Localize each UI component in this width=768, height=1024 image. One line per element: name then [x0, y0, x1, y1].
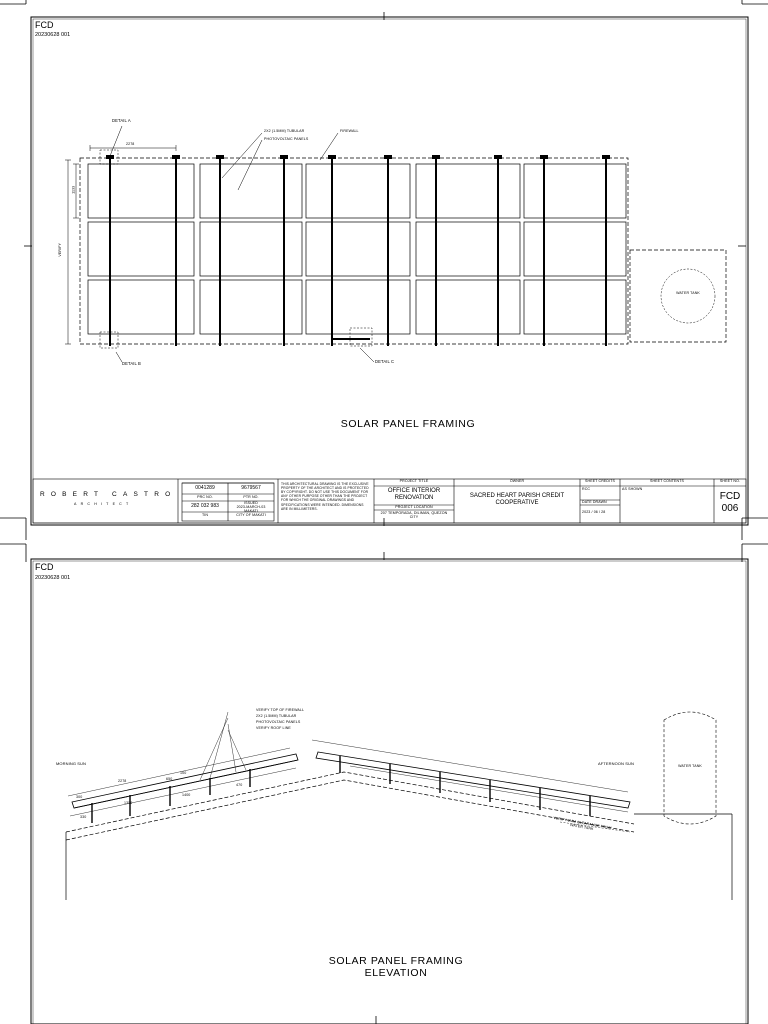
- elevation-drawing: [0, 540, 768, 1024]
- sheet-credits-label: SHEET CREDITS: [585, 479, 615, 483]
- project-code: FCD: [35, 20, 54, 30]
- issued-at: MAKATI: [244, 509, 258, 513]
- firewall-label: FIREWALL: [340, 129, 359, 133]
- dim-3: 650: [166, 777, 173, 781]
- detail-b-label: DETAIL B: [122, 361, 141, 366]
- sheet2-title-line1: SOLAR PANEL FRAMING: [328, 955, 464, 967]
- disclaimer: THIS ARCHITECTURAL DRAWING IS THE EXCLUSIVE PROPERTY OF THE ARCHITECT AND IS PROTECTED BY COPYRIGHT. DO NOT USE THIS DOCUMENT FOR ANY OTHER PURPOSE OTHER THAN THE PROJECT FOR WHICH THE ORIGINAL DRAWINGS AND SPECIFICATIONS WERE INTENDED. DIMENSIONS ARE IN MILLIMETERS.: [281, 482, 369, 511]
- verify-roof-label: VERIFY ROOF LINE: [256, 726, 291, 730]
- sheet2-title-line2: ELEVATION: [364, 967, 428, 979]
- dim-left-1: 1133: [71, 185, 76, 194]
- sheet-no-label: SHEET NO.: [719, 479, 741, 483]
- architect-name: ROBERT CASTRO: [40, 491, 177, 498]
- dim-top: 2278: [126, 142, 135, 146]
- detail-c-label: DETAIL C: [375, 359, 395, 364]
- dim-4: 100: [180, 771, 187, 775]
- owner-name: SACRED HEART PARISH CREDIT COOPERATIVE: [469, 493, 565, 506]
- dim-8: 330: [80, 815, 87, 819]
- afternoon-sun-label: AFTERNOON SUN: [598, 761, 634, 766]
- drawing-id-2: 20230628 001: [35, 575, 71, 581]
- tin-number: 282 032 983: [191, 503, 219, 509]
- verify-firewall-label: VERIFY TOP OF FIREWALL: [256, 708, 305, 712]
- prc-number: 0041289: [195, 485, 215, 491]
- ptr-number: 9679567: [241, 485, 261, 491]
- owner-label: OWNER: [509, 479, 525, 483]
- sheet-no: 006: [721, 503, 739, 514]
- issued-label: ISSUED: [244, 501, 258, 505]
- tubular-label: 2X2 (1.5MM) TUBULAR: [264, 129, 305, 133]
- water-tank-label-2: WATER TANK: [678, 764, 702, 768]
- sheet-credits-value: RCC: [582, 487, 591, 491]
- dim-left-2: VERIFY: [58, 243, 62, 257]
- dim-1: 300: [76, 795, 83, 799]
- project-location: 207 TEMPORADA, DILIMAN, QUEZON CITY: [380, 511, 448, 519]
- drawing-id: 20230628 001: [35, 32, 71, 38]
- sheet1-title: SOLAR PANEL FRAMING: [340, 418, 476, 430]
- project-location-label: PROJECT LOCATION: [395, 505, 433, 509]
- sheet-no-prefix: FCD: [719, 491, 741, 502]
- issued-date: 2023-MARCH-03: [236, 505, 266, 509]
- tubular-label-2: 2X2 (1.5MM) TUBULAR: [256, 714, 297, 718]
- pv-panels-label-2: PHOTOVOLTAIC PANELS: [256, 720, 301, 724]
- morning-sun-label: MORNING SUN: [56, 761, 86, 766]
- dim-2: 2278: [118, 779, 127, 783]
- project-code-2: FCD: [35, 562, 54, 572]
- sheet-elevation: [0, 540, 768, 1024]
- pv-panels-label: PHOTOVOLTAIC PANELS: [264, 137, 309, 141]
- dim-6: 1400: [182, 793, 191, 797]
- sheet-contents-label: SHEET CONTENTS: [649, 479, 685, 483]
- water-tank-label: WATER TANK: [676, 291, 700, 295]
- date-drawn: 2023 / 06 / 28: [582, 510, 606, 514]
- detail-a-label: DETAIL A: [112, 118, 131, 123]
- dim-7: 470: [236, 783, 243, 787]
- ptr-label: PTR NO.: [243, 495, 259, 499]
- date-drawn-label: DATE DRAWN: [582, 500, 607, 504]
- architect-role: ARCHITECT: [74, 502, 133, 506]
- project-title-label: PROJECT TITLE: [399, 479, 429, 483]
- prc-label: PRC NO.: [197, 495, 213, 499]
- dim-5: 1350: [124, 801, 133, 805]
- project-title: OFFICE INTERIOR RENOVATION: [387, 488, 441, 501]
- sheet-contents: AS SHOWN: [622, 487, 643, 491]
- clearance-label: VERIFY 3MM CLEARANCE FROM WATER TANK: [553, 815, 612, 831]
- tin-label: TIN: [201, 513, 209, 517]
- issued-place: CITY OF MAKATI: [236, 513, 266, 517]
